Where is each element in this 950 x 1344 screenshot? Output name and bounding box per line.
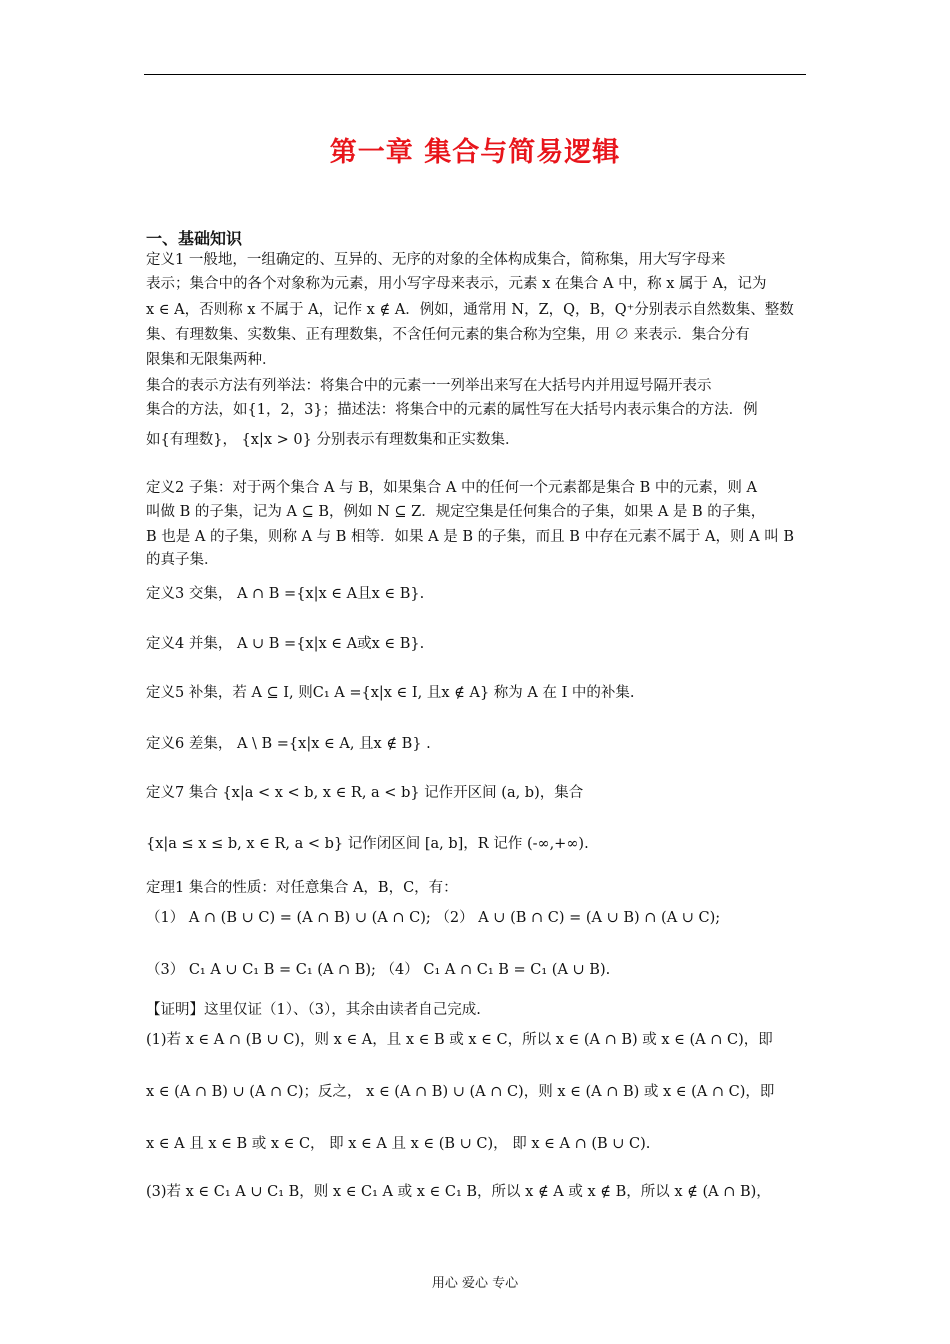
proof-line: (1)若 x ∈ A ∩ (B ∪ C)，则 x ∈ A，且 x ∈ B 或 x ∈ C，所以 x ∈ (A ∩ B) 或 x ∈ (A ∩ C)，即: [146, 1032, 773, 1048]
formula-line: （3） C₁ A ∪ C₁ B = C₁ (A ∩ B); （4） C₁ A ∩ C₁ B = C₁ (A ∪ B).: [146, 962, 611, 978]
text-line: 如{有理数}， {x|x > 0} 分别表示有理数集和正实数集．: [146, 432, 520, 448]
text-line: 表示；集合中的各个对象称为元素，用小写字母来表示，元素 x 在集合 A 中，称 x 属于 A，记为: [146, 276, 767, 292]
definition-4: 定义4 并集， A ∪ B ={x|x ∈ A或x ∈ B}.: [146, 636, 425, 652]
page-footer: 用心 爱心 专心: [431, 1276, 519, 1291]
definition-5: 定义5 补集，若 A ⊆ I, 则C₁ A ={x|x ∈ I, 且x ∉ A} 称为 A 在 I 中的补集.: [146, 685, 635, 701]
text-line: 定义2 子集：对于两个集合 A 与 B，如果集合 A 中的任何一个元素都是集合 B 中的元素，则 A: [146, 480, 757, 496]
text-line: x ∈ A，否则称 x 不属于 A，记作 x ∉ A．例如，通常用 N，Z，Q，B，Q⁺分别表示自然数集、整数: [146, 302, 794, 318]
proof-heading: 【证明】这里仅证（1）、（3），其余由读者自己完成.: [146, 1002, 481, 1018]
text-line: 限集和无限集两种．: [146, 352, 277, 368]
text-line: 集合的方法，如{1，2，3}；描述法：将集合中的元素的属性写在大括号内表示集合的方法．例: [146, 402, 758, 418]
proof-line: (3)若 x ∈ C₁ A ∪ C₁ B，则 x ∈ C₁ A 或 x ∈ C₁ B，所以 x ∉ A 或 x ∉ B，所以 x ∉ (A ∩ B)，: [146, 1184, 771, 1200]
definition-3: 定义3 交集， A ∩ B ={x|x ∈ A且x ∈ B}.: [146, 586, 425, 602]
text-line: 定义1 一般地，一组确定的、互异的、无序的对象的全体构成集合，简称集，用大写字母来: [146, 252, 726, 268]
chapter-title: 第一章 集合与简易逻辑: [329, 137, 621, 168]
text-line: 集合的表示方法有列举法：将集合中的元素一一列举出来写在大括号内并用逗号隔开表示: [146, 378, 712, 394]
formula-line: （1） A ∩ (B ∪ C) = (A ∩ B) ∪ (A ∩ C); （2） A ∪ (B ∩ C) = (A ∪ B) ∩ (A ∪ C);: [146, 910, 721, 926]
header-rule: [144, 74, 806, 75]
proof-line: x ∈ (A ∩ B) ∪ (A ∩ C)；反之， x ∈ (A ∩ B) ∪ (A ∩ C)，则 x ∈ (A ∩ B) 或 x ∈ (A ∩ C)，即: [146, 1084, 775, 1100]
text-line: 叫做 B 的子集，记为 A ⊆ B，例如 N ⊆ Z．规定空集是任何集合的子集，如果 A 是 B 的子集，: [146, 504, 766, 520]
text-line: 的真子集．: [146, 552, 219, 568]
text-line: 集、有理数集、实数集、正有理数集，不含任何元素的集合称为空集，用 ∅ 来表示．集合分有: [146, 327, 750, 343]
definition-7: 定义7 集合 {x|a < x < b, x ∈ R, a < b} 记作开区间 (a, b)，集合: [146, 785, 584, 801]
text-line: {x|a ≤ x ≤ b, x ∈ R, a < b} 记作闭区间 [a, b]，R 记作 (-∞,+∞).: [146, 836, 589, 852]
proof-line: x ∈ A 且 x ∈ B 或 x ∈ C， 即 x ∈ A 且 x ∈ (B ∪ C)， 即 x ∈ A ∩ (B ∪ C).: [146, 1136, 651, 1152]
text-line: B 也是 A 的子集，则称 A 与 B 相等．如果 A 是 B 的子集，而且 B 中存在元素不属于 A，则 A 叫 B: [146, 529, 794, 545]
theorem-1: 定理1 集合的性质：对任意集合 A，B，C，有：: [146, 880, 458, 896]
definition-6: 定义6 差集， A \ B ={x|x ∈ A, 且x ∉ B} .: [146, 736, 431, 752]
section-heading: 一、基础知识: [146, 229, 243, 248]
